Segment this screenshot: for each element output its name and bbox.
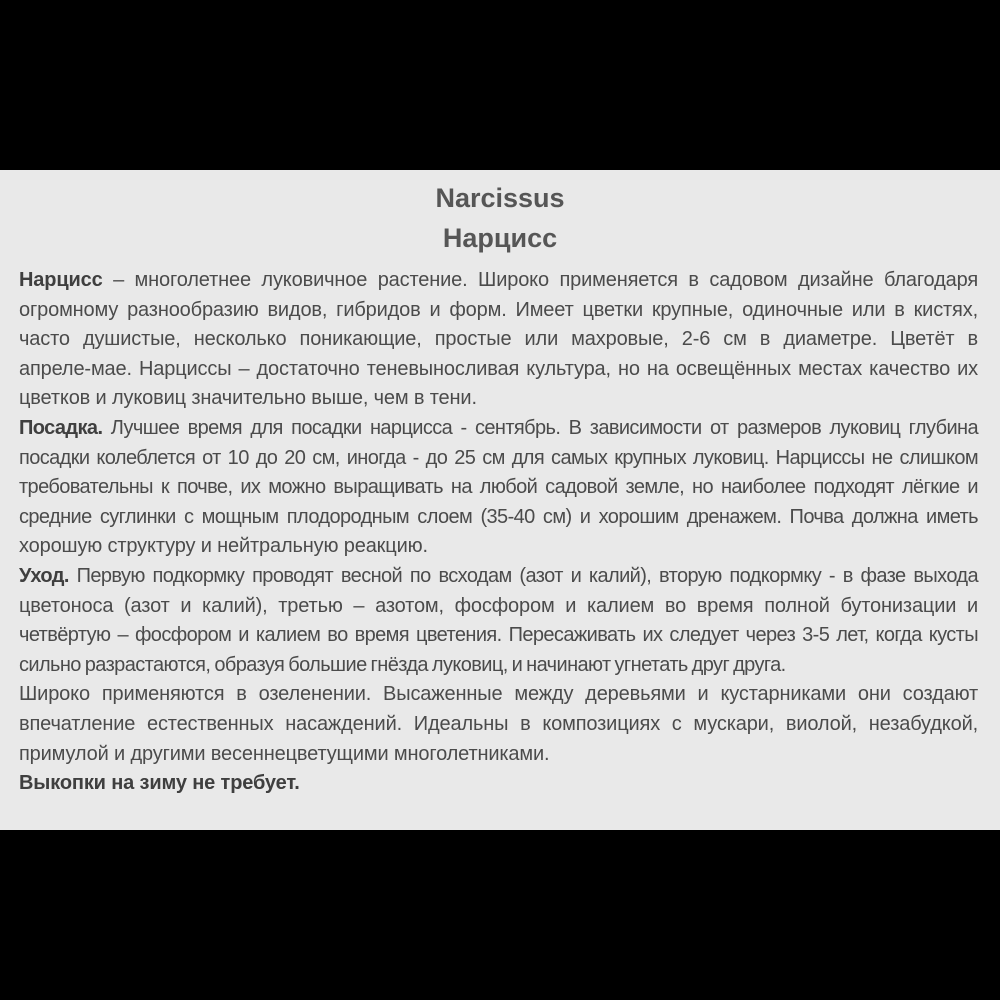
text-line: Посадка. Лучшее время для посадки нарцисса - сентябрь. В зависимости от размеров луковиц глубина [19, 416, 978, 439]
paragraph-winter [19, 769, 978, 799]
document-page [0, 170, 1000, 830]
paragraph-lead: Нарцисс [19, 269, 103, 291]
text-line: сильно разрастаются, образуя большие гнёзда луковиц, и начинают угнетать друг друга. [19, 653, 786, 676]
text-line: Уход. Первую подкормку проводят весной по всходам (азот и калий), вторую подкормку - в фазе выхода [19, 564, 978, 587]
text-line: посадки колеблется от 10 до 20 см, иногда - до 25 см для самых крупных луковиц. Нарциссы не слишком [19, 446, 978, 469]
text-line: средние суглинки с мощным плодородным слоем (35-40 см) и хорошим дренажем. Почва должна иметь [19, 505, 978, 528]
text-line: цветков и луковиц значительно выше, чем в тени. [19, 387, 477, 410]
text-line: Широко применяются в озеленении. Высаженные между деревьями и кустарниками они создают [19, 683, 978, 706]
title-latin: Narcissus [435, 183, 565, 213]
title-cyrillic: Нарцисс [442, 223, 558, 253]
text-line: Нарцисс – многолетнее луковичное растение. Широко применяется в садовом дизайне благодаря [19, 269, 978, 291]
text-line: впечатление естественных насаждений. Идеальны в композициях с мускари, виолой, незабудкой, [19, 712, 978, 735]
text-line: хорошую структуру и нейтральную реакцию. [19, 535, 428, 558]
paragraph-care [19, 562, 978, 680]
paragraph-lead: Уход. [19, 564, 69, 587]
text-line: часто душистые, несколько поникающие, простые или махровые, 2-6 см в диаметре. Цветёт в [19, 328, 978, 351]
paragraph-planting [19, 414, 978, 562]
title-block [0, 178, 1000, 258]
document-body [19, 266, 978, 799]
text-line: примулой и другими весеннецветущими многолетниками. [19, 742, 550, 765]
paragraph-usage [19, 680, 978, 769]
paragraph-intro [19, 266, 978, 414]
paragraph-lead: Посадка. [19, 416, 103, 439]
text-line: апреле-мае. Нарциссы – достаточно теневыносливая культура, но на освещённых местах качество их [19, 357, 978, 380]
text-line: четвёртую – фосфором и калием во время цветения. Пересаживать их следует через 3-5 лет, когда кусты [19, 624, 978, 647]
text-line: огромному разнообразию видов, гибридов и форм. Имеет цветки крупные, одиночные или в кистях, [19, 298, 978, 321]
text-line: требовательны к почве, их можно выращивать на любой садовой земле, но наиболее подходят лёгкие и [19, 476, 978, 499]
text-line: цветоноса (азот и калий), третью – азотом, фосфором и калием во время полной бутонизации и [19, 594, 978, 617]
winter-note: Выкопки на зиму не требует. [19, 772, 300, 795]
